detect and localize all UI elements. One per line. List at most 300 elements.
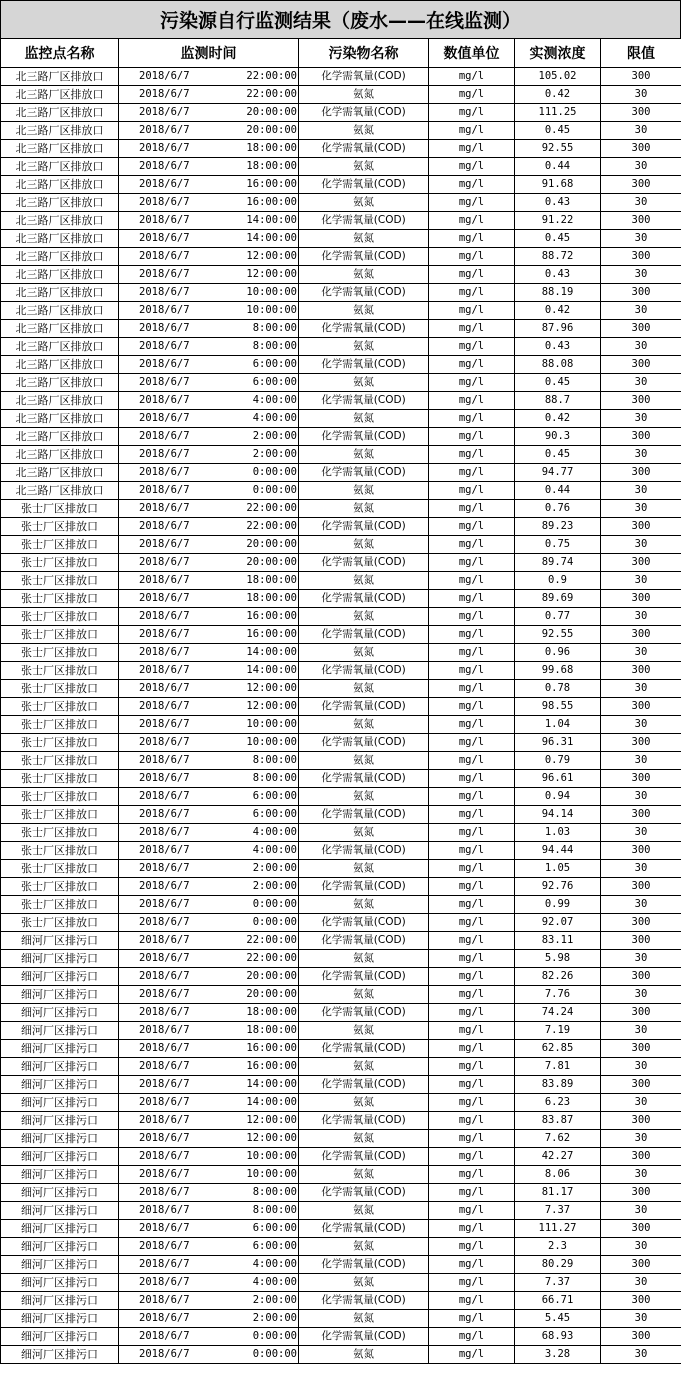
cell-pollutant: 氨氮 (299, 896, 429, 914)
cell-time (119, 1184, 299, 1202)
cell-unit: mg/l (429, 950, 515, 968)
cell-limit: 30 (601, 266, 681, 284)
cell-date: 2018/6/7 (139, 178, 190, 190)
table-row (1, 1346, 681, 1364)
cell-limit: 300 (601, 1184, 681, 1202)
cell-time (119, 572, 299, 590)
cell-clock: 10:00:00 (246, 736, 297, 748)
cell-limit: 30 (601, 482, 681, 500)
table-row (1, 230, 681, 248)
cell-date: 2018/6/7 (139, 430, 190, 442)
cell-clock: 0:00:00 (252, 1330, 297, 1342)
cell-time (119, 986, 299, 1004)
table-body (1, 68, 681, 1364)
cell-pollutant: 化学需氧量(COD) (299, 104, 429, 122)
cell-date: 2018/6/7 (139, 358, 190, 370)
cell-date: 2018/6/7 (139, 1078, 190, 1090)
cell-pollutant: 氨氮 (299, 302, 429, 320)
cell-value: 0.76 (515, 500, 601, 518)
cell-pollutant: 氨氮 (299, 446, 429, 464)
cell-date: 2018/6/7 (139, 106, 190, 118)
cell-time (119, 284, 299, 302)
cell-pollutant: 氨氮 (299, 482, 429, 500)
cell-site: 细河厂区排污口 (1, 1166, 119, 1184)
cell-clock: 14:00:00 (246, 232, 297, 244)
cell-limit: 30 (601, 1274, 681, 1292)
cell-pollutant: 化学需氧量(COD) (299, 770, 429, 788)
cell-value: 111.25 (515, 104, 601, 122)
cell-limit: 30 (601, 1202, 681, 1220)
cell-value: 0.45 (515, 230, 601, 248)
cell-date: 2018/6/7 (139, 1204, 190, 1216)
cell-pollutant: 化学需氧量(COD) (299, 914, 429, 932)
cell-unit: mg/l (429, 878, 515, 896)
cell-pollutant: 氨氮 (299, 338, 429, 356)
table-row (1, 1238, 681, 1256)
cell-unit: mg/l (429, 338, 515, 356)
cell-pollutant: 氨氮 (299, 1346, 429, 1364)
cell-pollutant: 化学需氧量(COD) (299, 932, 429, 950)
table-row (1, 662, 681, 680)
cell-date: 2018/6/7 (139, 916, 190, 928)
cell-unit: mg/l (429, 1238, 515, 1256)
cell-site: 北三路厂区排放口 (1, 248, 119, 266)
cell-unit: mg/l (429, 896, 515, 914)
cell-time (119, 1202, 299, 1220)
cell-pollutant: 氨氮 (299, 788, 429, 806)
cell-value: 111.27 (515, 1220, 601, 1238)
table-row (1, 1202, 681, 1220)
cell-unit: mg/l (429, 986, 515, 1004)
cell-pollutant: 化学需氧量(COD) (299, 1328, 429, 1346)
cell-site: 细河厂区排污口 (1, 1022, 119, 1040)
cell-value: 0.9 (515, 572, 601, 590)
cell-pollutant: 化学需氧量(COD) (299, 428, 429, 446)
cell-date: 2018/6/7 (139, 1222, 190, 1234)
cell-limit: 30 (601, 410, 681, 428)
cell-time (119, 932, 299, 950)
cell-clock: 6:00:00 (252, 1240, 297, 1252)
cell-time (119, 698, 299, 716)
cell-limit: 300 (601, 1040, 681, 1058)
cell-time (119, 104, 299, 122)
table-row (1, 842, 681, 860)
cell-pollutant: 氨氮 (299, 716, 429, 734)
cell-site: 张士厂区排放口 (1, 716, 119, 734)
cell-date: 2018/6/7 (139, 1006, 190, 1018)
cell-clock: 16:00:00 (246, 1060, 297, 1072)
cell-site: 张士厂区排放口 (1, 554, 119, 572)
table-row (1, 356, 681, 374)
cell-site: 细河厂区排污口 (1, 1148, 119, 1166)
cell-unit: mg/l (429, 320, 515, 338)
cell-date: 2018/6/7 (139, 376, 190, 388)
cell-date: 2018/6/7 (139, 952, 190, 964)
cell-unit: mg/l (429, 1220, 515, 1238)
cell-unit: mg/l (429, 1148, 515, 1166)
cell-limit: 30 (601, 986, 681, 1004)
cell-clock: 12:00:00 (246, 700, 297, 712)
header-value: 实测浓度 (515, 39, 601, 68)
cell-value: 88.19 (515, 284, 601, 302)
cell-limit: 300 (601, 140, 681, 158)
cell-clock: 20:00:00 (246, 556, 297, 568)
cell-time (119, 266, 299, 284)
cell-limit: 300 (601, 968, 681, 986)
cell-limit: 300 (601, 1256, 681, 1274)
cell-date: 2018/6/7 (139, 574, 190, 586)
cell-date: 2018/6/7 (139, 1132, 190, 1144)
cell-limit: 300 (601, 428, 681, 446)
cell-value: 80.29 (515, 1256, 601, 1274)
table-row (1, 1094, 681, 1112)
cell-site: 北三路厂区排放口 (1, 122, 119, 140)
cell-date: 2018/6/7 (139, 70, 190, 82)
cell-limit: 30 (601, 608, 681, 626)
table-row (1, 158, 681, 176)
cell-unit: mg/l (429, 1076, 515, 1094)
cell-clock: 2:00:00 (252, 430, 297, 442)
cell-clock: 16:00:00 (246, 628, 297, 640)
cell-time (119, 878, 299, 896)
cell-pollutant: 化学需氧量(COD) (299, 554, 429, 572)
table-row (1, 374, 681, 392)
cell-pollutant: 化学需氧量(COD) (299, 842, 429, 860)
cell-unit: mg/l (429, 176, 515, 194)
cell-unit: mg/l (429, 266, 515, 284)
cell-site: 张士厂区排放口 (1, 680, 119, 698)
cell-time (119, 1238, 299, 1256)
cell-clock: 2:00:00 (252, 862, 297, 874)
cell-limit: 30 (601, 1310, 681, 1328)
cell-date: 2018/6/7 (139, 556, 190, 568)
cell-site: 北三路厂区排放口 (1, 464, 119, 482)
cell-date: 2018/6/7 (139, 628, 190, 640)
cell-time (119, 1022, 299, 1040)
cell-pollutant: 化学需氧量(COD) (299, 518, 429, 536)
cell-clock: 8:00:00 (252, 754, 297, 766)
cell-date: 2018/6/7 (139, 592, 190, 604)
cell-value: 1.03 (515, 824, 601, 842)
table-row (1, 1148, 681, 1166)
cell-clock: 20:00:00 (246, 124, 297, 136)
cell-pollutant: 氨氮 (299, 752, 429, 770)
cell-site: 细河厂区排污口 (1, 1274, 119, 1292)
cell-clock: 6:00:00 (252, 808, 297, 820)
table-row (1, 1274, 681, 1292)
cell-clock: 10:00:00 (246, 286, 297, 298)
cell-pollutant: 化学需氧量(COD) (299, 140, 429, 158)
cell-site: 张士厂区排放口 (1, 752, 119, 770)
cell-pollutant: 氨氮 (299, 986, 429, 1004)
cell-pollutant: 氨氮 (299, 1094, 429, 1112)
cell-time (119, 68, 299, 86)
cell-time (119, 338, 299, 356)
cell-unit: mg/l (429, 590, 515, 608)
cell-value: 96.31 (515, 734, 601, 752)
table-row (1, 266, 681, 284)
cell-site: 细河厂区排污口 (1, 932, 119, 950)
cell-time (119, 1058, 299, 1076)
cell-unit: mg/l (429, 1112, 515, 1130)
cell-unit: mg/l (429, 212, 515, 230)
cell-unit: mg/l (429, 572, 515, 590)
cell-date: 2018/6/7 (139, 1114, 190, 1126)
cell-site: 张士厂区排放口 (1, 734, 119, 752)
cell-site: 北三路厂区排放口 (1, 212, 119, 230)
table-row (1, 482, 681, 500)
cell-pollutant: 化学需氧量(COD) (299, 698, 429, 716)
cell-clock: 16:00:00 (246, 196, 297, 208)
cell-value: 0.44 (515, 482, 601, 500)
table-row (1, 518, 681, 536)
cell-pollutant: 氨氮 (299, 374, 429, 392)
cell-time (119, 788, 299, 806)
cell-clock: 4:00:00 (252, 844, 297, 856)
cell-time (119, 1040, 299, 1058)
cell-unit: mg/l (429, 968, 515, 986)
cell-pollutant: 氨氮 (299, 500, 429, 518)
cell-value: 0.42 (515, 302, 601, 320)
table-row (1, 824, 681, 842)
cell-clock: 20:00:00 (246, 538, 297, 550)
cell-time (119, 374, 299, 392)
cell-time (119, 518, 299, 536)
cell-pollutant: 氨氮 (299, 644, 429, 662)
cell-pollutant: 氨氮 (299, 194, 429, 212)
cell-date: 2018/6/7 (139, 844, 190, 856)
cell-site: 细河厂区排污口 (1, 1202, 119, 1220)
cell-clock: 16:00:00 (246, 1042, 297, 1054)
cell-unit: mg/l (429, 1058, 515, 1076)
cell-time (119, 482, 299, 500)
cell-pollutant: 化学需氧量(COD) (299, 176, 429, 194)
cell-limit: 300 (601, 392, 681, 410)
cell-site: 张士厂区排放口 (1, 572, 119, 590)
cell-value: 74.24 (515, 1004, 601, 1022)
table-row (1, 860, 681, 878)
cell-value: 99.68 (515, 662, 601, 680)
cell-limit: 30 (601, 230, 681, 248)
table-row (1, 104, 681, 122)
cell-time (119, 716, 299, 734)
cell-date: 2018/6/7 (139, 412, 190, 424)
cell-unit: mg/l (429, 1094, 515, 1112)
cell-clock: 12:00:00 (246, 682, 297, 694)
cell-site: 细河厂区排污口 (1, 968, 119, 986)
cell-value: 0.45 (515, 446, 601, 464)
cell-value: 89.69 (515, 590, 601, 608)
table-row (1, 86, 681, 104)
table-row (1, 734, 681, 752)
cell-clock: 8:00:00 (252, 340, 297, 352)
cell-limit: 300 (601, 662, 681, 680)
table-row (1, 446, 681, 464)
cell-unit: mg/l (429, 482, 515, 500)
cell-date: 2018/6/7 (139, 1168, 190, 1180)
cell-value: 94.44 (515, 842, 601, 860)
cell-time (119, 194, 299, 212)
cell-site: 细河厂区排污口 (1, 1310, 119, 1328)
cell-unit: mg/l (429, 1184, 515, 1202)
table-row (1, 770, 681, 788)
cell-limit: 30 (601, 338, 681, 356)
cell-time (119, 230, 299, 248)
cell-value: 92.55 (515, 140, 601, 158)
cell-value: 0.43 (515, 266, 601, 284)
cell-time (119, 500, 299, 518)
cell-pollutant: 化学需氧量(COD) (299, 212, 429, 230)
cell-value: 92.55 (515, 626, 601, 644)
cell-site: 北三路厂区排放口 (1, 338, 119, 356)
cell-site: 细河厂区排污口 (1, 1346, 119, 1364)
cell-clock: 14:00:00 (246, 646, 297, 658)
cell-time (119, 1274, 299, 1292)
cell-pollutant: 化学需氧量(COD) (299, 356, 429, 374)
cell-unit: mg/l (429, 698, 515, 716)
cell-limit: 30 (601, 1166, 681, 1184)
cell-limit: 30 (601, 572, 681, 590)
cell-limit: 300 (601, 320, 681, 338)
cell-pollutant: 氨氮 (299, 608, 429, 626)
cell-time (119, 428, 299, 446)
cell-unit: mg/l (429, 68, 515, 86)
cell-limit: 30 (601, 1058, 681, 1076)
cell-time (119, 626, 299, 644)
cell-limit: 300 (601, 806, 681, 824)
cell-site: 细河厂区排污口 (1, 1130, 119, 1148)
cell-clock: 8:00:00 (252, 322, 297, 334)
cell-pollutant: 化学需氧量(COD) (299, 626, 429, 644)
cell-time (119, 158, 299, 176)
cell-date: 2018/6/7 (139, 1240, 190, 1252)
cell-unit: mg/l (429, 770, 515, 788)
cell-limit: 300 (601, 932, 681, 950)
cell-site: 细河厂区排污口 (1, 1256, 119, 1274)
cell-time (119, 464, 299, 482)
cell-clock: 4:00:00 (252, 826, 297, 838)
table-row (1, 1076, 681, 1094)
cell-site: 细河厂区排污口 (1, 986, 119, 1004)
cell-value: 92.76 (515, 878, 601, 896)
cell-clock: 18:00:00 (246, 1006, 297, 1018)
cell-site: 北三路厂区排放口 (1, 392, 119, 410)
cell-site: 张士厂区排放口 (1, 824, 119, 842)
cell-limit: 30 (601, 860, 681, 878)
cell-time (119, 1292, 299, 1310)
table-row (1, 338, 681, 356)
cell-date: 2018/6/7 (139, 1186, 190, 1198)
cell-unit: mg/l (429, 1022, 515, 1040)
cell-date: 2018/6/7 (139, 160, 190, 172)
cell-unit: mg/l (429, 1292, 515, 1310)
cell-site: 张士厂区排放口 (1, 608, 119, 626)
cell-unit: mg/l (429, 356, 515, 374)
cell-limit: 300 (601, 554, 681, 572)
cell-value: 83.87 (515, 1112, 601, 1130)
cell-date: 2018/6/7 (139, 772, 190, 784)
cell-time (119, 392, 299, 410)
cell-date: 2018/6/7 (139, 322, 190, 334)
cell-date: 2018/6/7 (139, 898, 190, 910)
cell-value: 0.44 (515, 158, 601, 176)
cell-value: 7.76 (515, 986, 601, 1004)
cell-limit: 300 (601, 1112, 681, 1130)
table-row (1, 176, 681, 194)
cell-site: 张士厂区排放口 (1, 860, 119, 878)
cell-site: 张士厂区排放口 (1, 896, 119, 914)
cell-time (119, 968, 299, 986)
cell-clock: 0:00:00 (252, 898, 297, 910)
cell-unit: mg/l (429, 644, 515, 662)
cell-unit: mg/l (429, 158, 515, 176)
cell-value: 0.96 (515, 644, 601, 662)
cell-date: 2018/6/7 (139, 646, 190, 658)
cell-site: 张士厂区排放口 (1, 662, 119, 680)
monitoring-results-table (0, 38, 681, 1364)
cell-site: 北三路厂区排放口 (1, 230, 119, 248)
header-limit: 限值 (601, 39, 681, 68)
cell-time (119, 806, 299, 824)
cell-clock: 0:00:00 (252, 1348, 297, 1360)
cell-value: 42.27 (515, 1148, 601, 1166)
cell-time (119, 914, 299, 932)
table-row (1, 212, 681, 230)
cell-pollutant: 化学需氧量(COD) (299, 1040, 429, 1058)
cell-clock: 22:00:00 (246, 520, 297, 532)
cell-time (119, 410, 299, 428)
cell-unit: mg/l (429, 1166, 515, 1184)
cell-limit: 30 (601, 1022, 681, 1040)
cell-site: 张士厂区排放口 (1, 770, 119, 788)
cell-limit: 300 (601, 1220, 681, 1238)
cell-time (119, 248, 299, 266)
cell-limit: 30 (601, 788, 681, 806)
table-row (1, 1166, 681, 1184)
cell-clock: 4:00:00 (252, 394, 297, 406)
cell-limit: 30 (601, 446, 681, 464)
cell-date: 2018/6/7 (139, 862, 190, 874)
header-unit: 数值单位 (429, 39, 515, 68)
cell-clock: 8:00:00 (252, 1204, 297, 1216)
cell-time (119, 1004, 299, 1022)
cell-date: 2018/6/7 (139, 304, 190, 316)
cell-limit: 30 (601, 950, 681, 968)
cell-site: 张士厂区排放口 (1, 500, 119, 518)
cell-clock: 14:00:00 (246, 1078, 297, 1090)
cell-time (119, 752, 299, 770)
cell-time (119, 140, 299, 158)
cell-clock: 2:00:00 (252, 1312, 297, 1324)
cell-value: 0.43 (515, 194, 601, 212)
cell-date: 2018/6/7 (139, 502, 190, 514)
cell-unit: mg/l (429, 860, 515, 878)
cell-date: 2018/6/7 (139, 826, 190, 838)
report-title: 污染源自行监测结果（废水——在线监测） (0, 0, 681, 38)
cell-unit: mg/l (429, 140, 515, 158)
cell-unit: mg/l (429, 1004, 515, 1022)
cell-site: 张士厂区排放口 (1, 518, 119, 536)
cell-clock: 2:00:00 (252, 448, 297, 460)
table-row (1, 1220, 681, 1238)
cell-value: 7.19 (515, 1022, 601, 1040)
cell-time (119, 1346, 299, 1364)
table-row (1, 284, 681, 302)
cell-site: 北三路厂区排放口 (1, 446, 119, 464)
cell-value: 83.89 (515, 1076, 601, 1094)
cell-value: 96.61 (515, 770, 601, 788)
cell-unit: mg/l (429, 428, 515, 446)
